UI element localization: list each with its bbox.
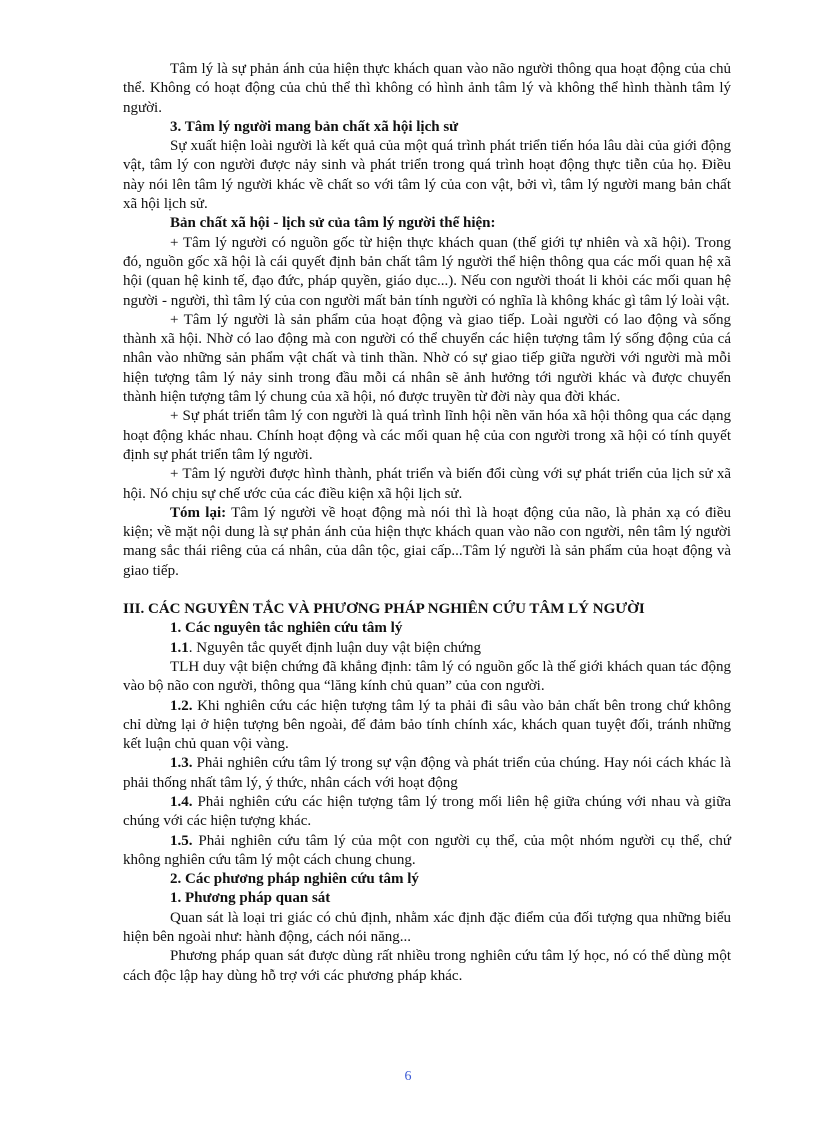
paragraph-text: + Tâm lý người được hình thành, phát triển và biến đổi cùng với sự phát triển của lịch sử xã hội. Nó chịu sự chế ước của các điều kiện xã hội lịch sử. xyxy=(123,466,731,502)
paragraph-text: + Tâm lý người có nguồn gốc từ hiện thực khách quan (thế giới tự nhiên và xã hội). Trong đó, nguồn gốc xã hội là cái quyết định bản chất tâm lý người thể hiện thông qua các mối quan hệ xã hội (quan hệ kinh tế, đạo đức, pháp quyền, giáo dục...). Nếu con người thoát li khỏi các mối quan hệ người - người, thì tâm lý của con người mất bản tính người có nghĩa là không khác gì tâm lý loài vật. xyxy=(123,234,731,309)
paragraph xyxy=(123,137,731,214)
paragraph-text: . Nguyên tắc quyết định luận duy vật biện chứng xyxy=(188,639,481,656)
paragraph xyxy=(123,504,731,581)
paragraph-text: Phải nghiên cứu các hiện tượng tâm lý trong mối liên hệ giữa chúng với nhau và giữa chúng với các hiện tượng khác. xyxy=(123,793,731,830)
paragraph xyxy=(123,60,731,118)
paragraph xyxy=(123,754,731,793)
subheading: 3. Tâm lý người mang bản chất xã hội lịch sử xyxy=(170,118,459,135)
page-number: 6 xyxy=(404,1069,412,1084)
paragraph-text: TLH duy vật biện chứng đã khẳng định: tâm lý có nguồn gốc là thế giới khách quan tác động vào bộ não con người, thông qua “lăng kính chủ quan” của con người. xyxy=(123,658,731,695)
paragraph xyxy=(123,465,731,504)
subheading: 2. Các phương pháp nghiên cứu tâm lý xyxy=(170,871,419,888)
paragraph xyxy=(123,311,731,407)
paragraph-text: Phải nghiên cứu tâm lý của một con người cụ thể, của một nhóm người cụ thể, chứ không nghiên cứu tâm lý một cách chung chung. xyxy=(123,832,731,868)
paragraph-text: Khi nghiên cứu các hiện tượng tâm lý ta phải đi sâu vào bản chất bên trong chứ không chỉ dừng lại ở hiện tượng bên ngoài, để đảm bảo tính chính xác, khách quan tuyệt đối, tránh những kết luận chủ quan vội vàng. xyxy=(123,697,731,753)
paragraph xyxy=(123,234,731,311)
subheading: 1. Các nguyên tắc nghiên cứu tâm lý xyxy=(170,620,403,637)
subheading: Bản chất xã hội - lịch sử của tâm lý người thể hiện: xyxy=(170,215,496,232)
paragraph-text: Tâm lý là sự phản ánh của hiện thực khách quan vào não người thông qua hoạt động của chủ thể. Không có hoạt động của chủ thể thì không có hình ảnh tâm lý và không thể hình thành tâm lý người. xyxy=(123,61,731,116)
paragraph-lead: Tóm lại: xyxy=(170,504,227,521)
paragraph-text: Phải nghiên cứu tâm lý trong sự vận động và phát triển của chúng. Hay nói cách khác là phải thống nhất tâm lý, ý thức, nhân cách với hoạt động xyxy=(123,755,731,791)
paragraph xyxy=(123,639,731,658)
paragraph-text: Quan sát là loại tri giác có chủ định, nhằm xác định đặc điểm của đối tượng qua những biểu hiện bên ngoài như: hành động, cách nói năng... xyxy=(123,909,731,946)
paragraph-text: Phương pháp quan sát được dùng rất nhiều trong nghiên cứu tâm lý học, nó có thể dùng một cách độc lập hay dùng hỗ trợ với các phương pháp khác. xyxy=(123,948,731,984)
paragraph xyxy=(123,407,731,465)
paragraph-text: + Sự phát triển tâm lý con người là quá trình lĩnh hội nền văn hóa xã hội thông qua các dạng hoạt động khác nhau. Chính hoạt động và các mối quan hệ của con người trong xã hội có tính quyết định sự phát triển tâm lý người. xyxy=(123,408,731,463)
paragraph-lead: 1.3. xyxy=(170,755,193,772)
paragraph xyxy=(123,909,731,948)
section-heading: III. CÁC NGUYÊN TẮC VÀ PHƯƠNG PHÁP NGHIÊN CỨU TÂM LÝ NGƯỜI xyxy=(123,601,645,618)
paragraph-lead: 1.1 xyxy=(170,639,189,656)
paragraph-text: + Tâm lý người là sản phẩm của hoạt động và giao tiếp. Loài người có lao động và sống thành xã hội. Nhờ có lao động mà con người có thể chuyển các hiện tượng tâm lý sống động của cá nhân vào những sản phẩm vật chất và tinh thần. Nhờ có sự giao tiếp giữa người với người mà mỗi hiện tượng tâm lý nảy sinh trong đầu mỗi cá nhân sẽ ảnh hưởng tới người khác và được chuyển thành hiện tượng tâm lý chung của xã hội, nó được truyền từ đời này qua đời khác. xyxy=(123,311,731,406)
paragraph-lead: 1.2. xyxy=(170,697,193,714)
paragraph xyxy=(123,832,731,871)
paragraph xyxy=(123,947,731,986)
paragraph xyxy=(123,793,731,832)
paragraph-lead: 1.4. xyxy=(170,793,193,810)
document-body xyxy=(123,60,731,986)
paragraph-text: Tâm lý người về hoạt động mà nói thì là hoạt động của não, là phản xạ có điều kiện; về mặt nội dung là sự phản ánh của hiện thực khách quan vào não con người, nên tâm lý người mang sắc thái riêng của cá nhân, của dân tộc, giai cấp...Tâm lý người là sản phẩm của hoạt động và giao tiếp. xyxy=(123,504,731,579)
paragraph-lead: 1.5. xyxy=(170,832,193,849)
subheading: 1. Phương pháp quan sát xyxy=(170,890,331,907)
paragraph xyxy=(123,697,731,755)
paragraph xyxy=(123,658,731,697)
paragraph-text: Sự xuất hiện loài người là kết quả của một quá trình phát triển tiến hóa lâu dài của giới động vật, tâm lý con người được nảy sinh và phát triển trong quá trình hoạt động thực tiễn của họ. Điều này nói lên tâm lý người khác về chất so với tâm lý của con vật, bởi vì, tâm lý người mang bản chất xã hội lịch sử. xyxy=(123,138,731,213)
